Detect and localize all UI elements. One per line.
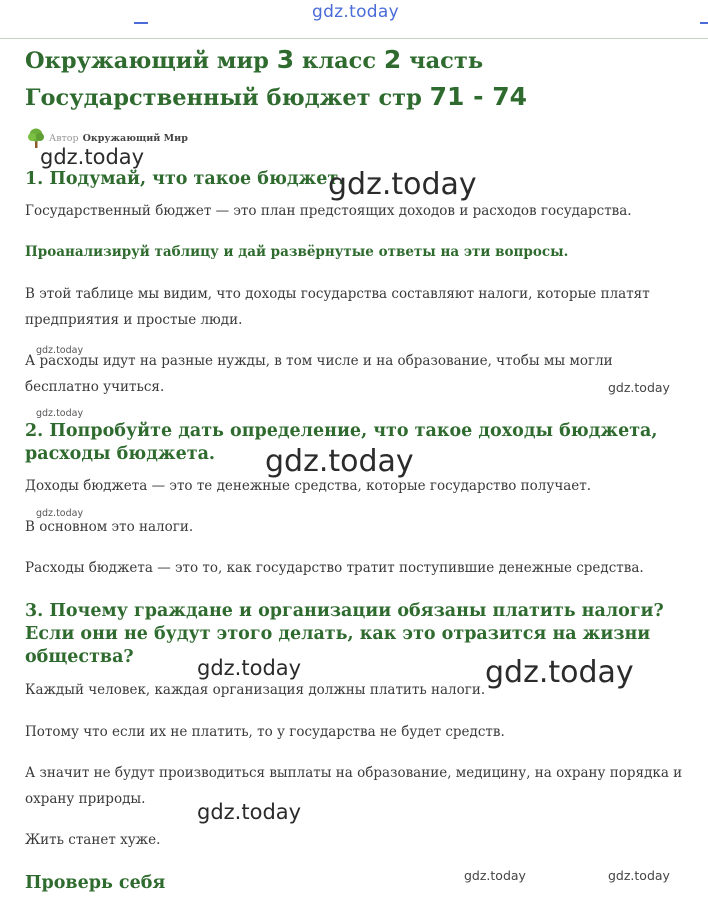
question-3-heading: 3. Почему граждане и организации обязаны платить налоги? Если они не будут этого делать, как это отразится на жизни общества?	[25, 601, 664, 667]
check-yourself-heading: Проверь себя	[25, 873, 166, 893]
watermark: gdz.today	[40, 145, 145, 169]
watermark: gdz.today	[608, 380, 670, 395]
watermark: gdz.today	[36, 345, 84, 356]
watermark: gdz.today	[485, 655, 634, 690]
answer-text: А расходы идут на разные нужды, в том числе и на образование, чтобы мы могли бесплатно учиться.	[25, 353, 613, 395]
watermark: gdz.today	[608, 868, 670, 883]
answer-text: Государственный бюджет — это план предстоящих доходов и расходов государства.	[25, 203, 632, 219]
menu-dash[interactable]	[134, 22, 148, 24]
answer-text: А значит не будут производиться выплаты на образование, медицину, на охрану порядка и охрану природы.	[25, 765, 683, 807]
watermark: gdz.today	[328, 167, 477, 202]
answer-text: Доходы бюджета — это те денежные средства, которые государство получает.	[25, 478, 592, 494]
watermark: gdz.today	[36, 408, 84, 419]
answer-text: В этой таблице мы видим, что доходы государства составляют налоги, которые платят предприятия и простые люди.	[25, 286, 650, 328]
author-label: Автор	[49, 132, 79, 144]
question-2-heading: 2. Попробуйте дать определение, что такое доходы бюджета, расходы бюджета.	[25, 421, 658, 464]
site-logo[interactable]: gdz.today	[312, 2, 399, 22]
answer-text: Потому что если их не платить, то у государства не будет средств.	[25, 724, 505, 740]
answer-text: Каждый человек, каждая организация должны платить налоги.	[25, 682, 486, 698]
watermark: gdz.today	[36, 508, 84, 519]
question-1-heading: 1. Подумай, что такое бюджет.	[25, 169, 345, 189]
task-prompt: Проанализируй таблицу и дай развёрнутые ответы на эти вопросы.	[25, 244, 569, 260]
watermark: gdz.today	[464, 868, 526, 883]
watermark: gdz.today	[197, 800, 302, 824]
page-title: Окружающий мир 3 класс 2 часть Государственный бюджет стр 71 - 74	[25, 45, 528, 111]
watermark: gdz.today	[197, 656, 302, 680]
author-name[interactable]: Окружающий Мир	[82, 132, 188, 144]
watermark: gdz.today	[265, 444, 414, 479]
menu-dash[interactable]	[700, 22, 708, 24]
answer-text: Расходы бюджета — это то, как государство тратит поступившие денежные средства.	[25, 560, 644, 576]
answer-text: В основном это налоги.	[25, 519, 194, 535]
answer-text: Жить станет хуже.	[25, 832, 161, 848]
top-bar	[0, 0, 708, 39]
